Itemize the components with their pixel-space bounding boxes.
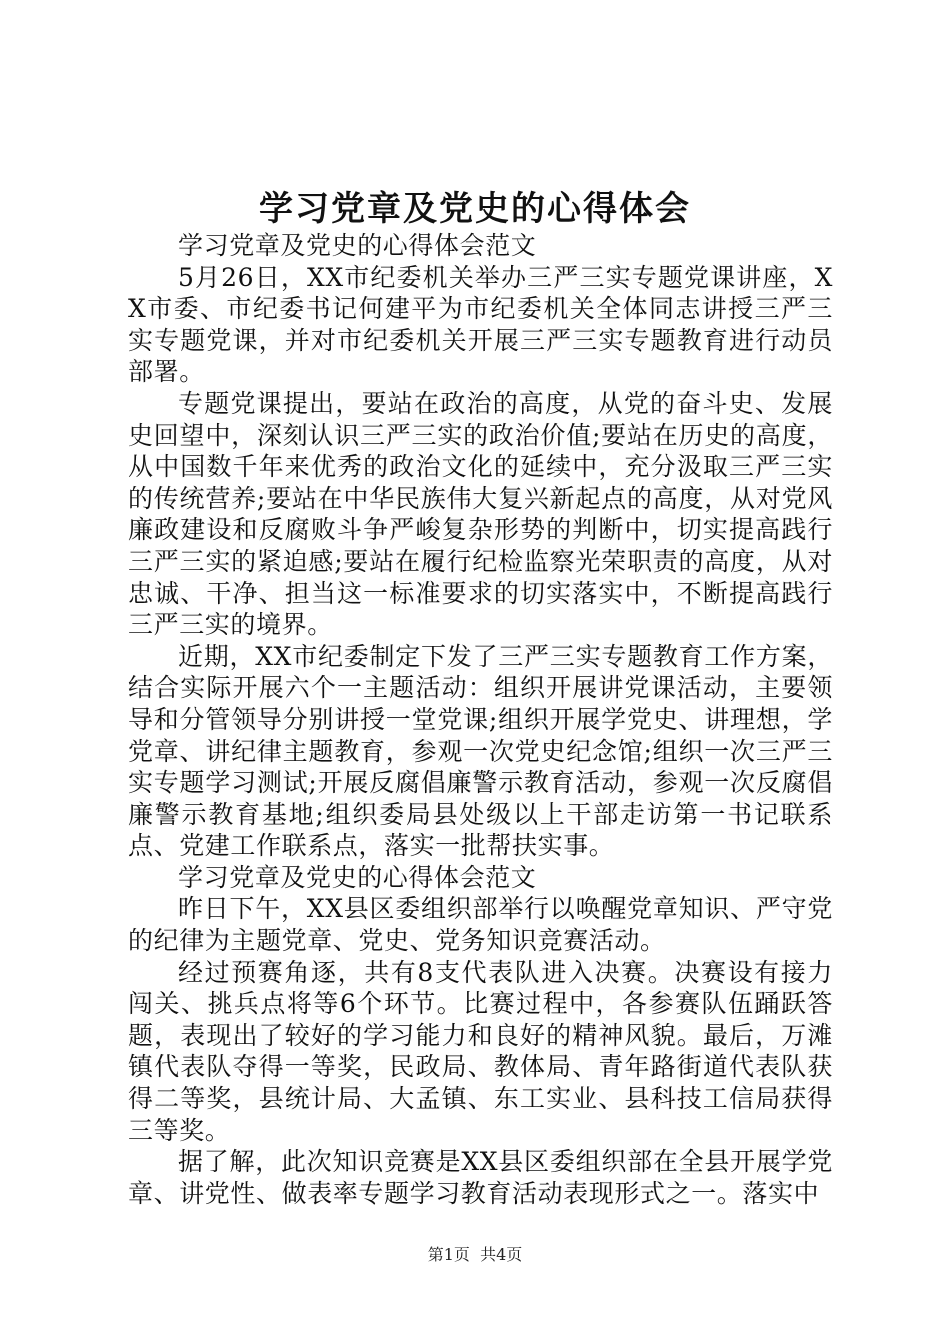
paragraph-subtitle: 学习党章及党史的心得体会范文 [178,231,537,260]
paragraph: 专题党课提出，要站在政治的高度，从党的奋斗史、发展史回望中，深刻认识三严三实的政治价值;要站在历史的高度，从中国数千年来优秀的政治文化的延续中，充分汲取三严三实的传统营养;要站在中华民族伟大复兴新起点的高度，从对党风廉政建设和反腐败斗争严峻复杂形势的判断中，切实提高践行三严三实的紧迫感;要站在履行纪检监察光荣职责的高度，从对忠诚、干净、担当这一标准要求的切实落实中，不断提高践行三严三实的境界。 [128,388,833,640]
paragraph: 据了解，此次知识竞赛是XX县区委组织部在全县开展学党章、讲党性、做表率专题学习教育活动表现形式之一。落实中 [128,1147,833,1208]
paragraph-subtitle: 学习党章及党史的心得体会范文 [178,862,537,892]
paragraph: 近期，XX市纪委制定下发了三严三实专题教育工作方案，结合实际开展六个一主题活动：组织开展讲党课活动，主要领导和分管领导分别讲授一堂党课;组织开展学党史、讲理想，学党章、讲纪律主题教育，参观一次党史纪念馆;组织一次三严三实专题学习测试;开展反腐倡廉警示教育活动，参观一次反腐倡廉警示教育基地;组织委局县处级以上干部走访第一书记联系点、党建工作联系点，落实一批帮扶实事。 [128,641,833,861]
paragraph: 昨日下午，XX县区委组织部举行以唤醒党章知识、严守党的纪律为主题党章、党史、党务知识竞赛活动。 [128,894,833,956]
paragraph: 经过预赛角逐，共有8支代表队进入决赛。决赛设有接力闯关、挑兵点将等6个环节。比赛过程中，各参赛队伍踊跃答题，表现出了较好的学习能力和良好的精神风貌。最后，万滩镇代表队夺得一等奖，民政局、教体局、青年路街道代表队获得二等奖，县统计局、大孟镇、东工实业、县科技工信局获得三等奖。 [128,957,833,1145]
page-number-footer: 第1页 共4页 [427,1245,523,1264]
document-title: 学习党章及党史的心得体会 [259,189,691,229]
paragraph: 5月26日，XX市纪委机关举办三严三实专题党课讲座，XX市委、市纪委书记何建平为市纪委机关全体同志讲授三严三实专题党课，并对市纪委机关开展三严三实专题教育进行动员部署。 [128,262,833,387]
document-body [128,230,833,1209]
